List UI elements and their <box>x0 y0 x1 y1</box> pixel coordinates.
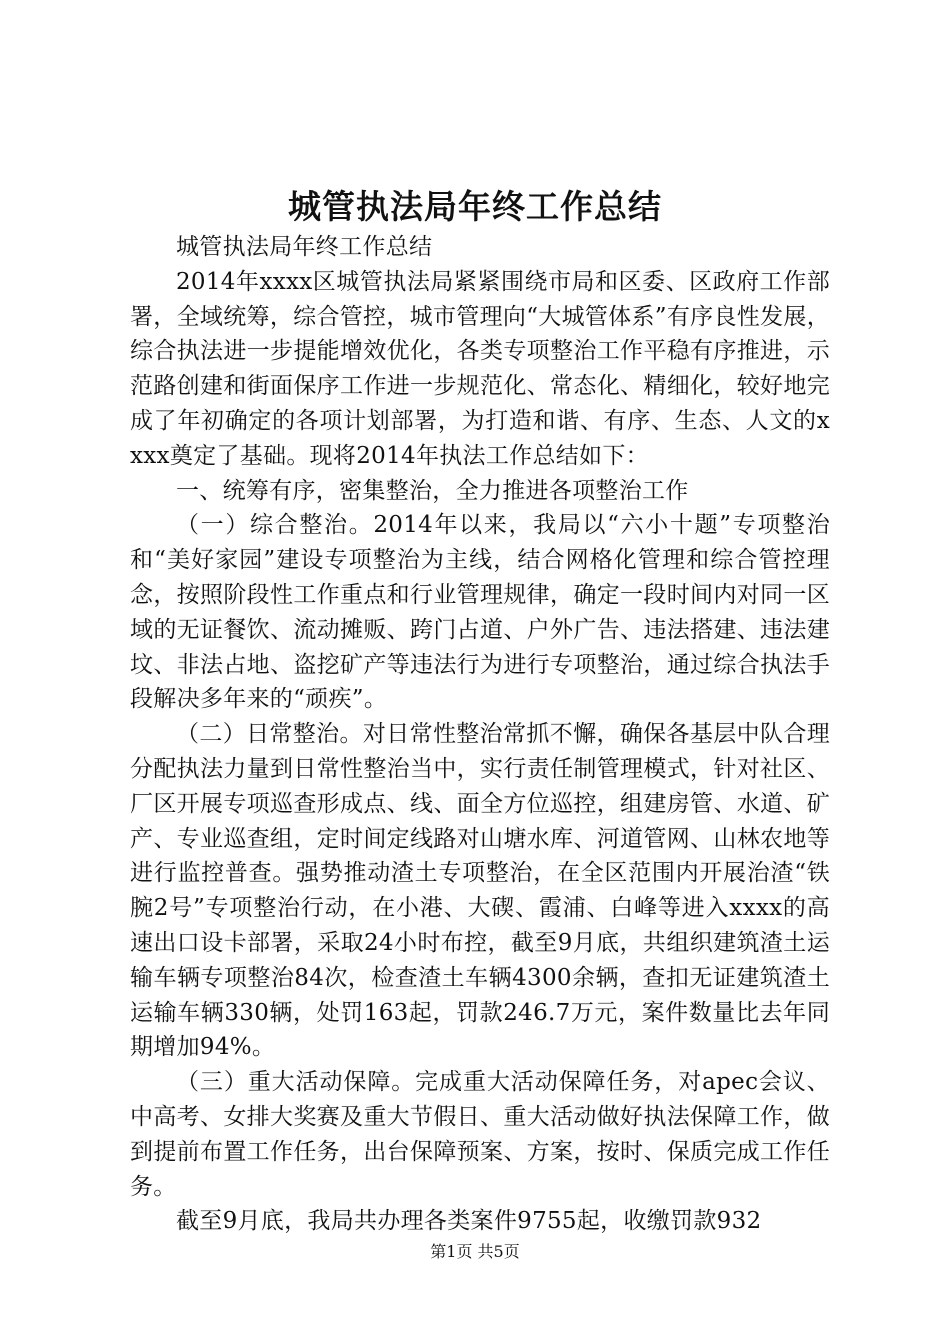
paragraph-case-statistics: 截至9月底，我局共办理各类案件9755起，收缴罚款932 <box>176 1208 762 1235</box>
document-title: 城管执法局年终工作总结 <box>288 187 662 226</box>
paragraph-major-events: （三）重大活动保障。完成重大活动保障任务，对apec会议、中高考、女排大奖赛及重大节假日、重大活动做好执法保障工作，做到提前布置工作任务，出台保障预案、方案，按时、保质完成工作任务。 <box>130 1069 830 1200</box>
paragraph-comprehensive-rectification: （一）综合整治。2014年以来，我局以“六小十题”专项整治和“美好家园”建设专项整治为主线，结合网格化管理和综合管控理念，按照阶段性工作重点和行业管理规律，确定一段时间内对同一区域的无证餐饮、流动摊贩、跨门占道、户外广告、违法搭建、违法建坟、非法占地、盗挖矿产等违法行为进行专项整治，通过综合执法手段解决多年来的“顽疾”。 <box>130 512 830 713</box>
document-body <box>130 230 830 1239</box>
paragraph-heading-repeat: 城管执法局年终工作总结 <box>176 234 433 260</box>
section-heading-1: 一、统筹有序，密集整治，全力推进各项整治工作 <box>176 477 689 504</box>
paragraph-intro: 2014年xxxx区城管执法局紧紧围绕市局和区委、区政府工作部署，全域统筹，综合管控，城市管理向“大城管体系”有序良性发展，综合执法进一步提能增效优化，各类专项整治工作平稳有序推进，示范路创建和街面保序工作进一步规范化、常态化、精细化，较好地完成了年初确定的各项计划部署，为打造和谐、有序、生态、人文的xxxx奠定了基础。现将2014年执法工作总结如下： <box>130 268 830 469</box>
paragraph-daily-rectification: （二）日常整治。对日常性整治常抓不懈，确保各基层中队合理分配执法力量到日常性整治当中，实行责任制管理模式，针对社区、厂区开展专项巡查形成点、线、面全方位巡控，组建房管、水道、矿产、专业巡查组，定时间定线路对山塘水库、河道管网、山林农地等进行监控普查。强势推动渣土专项整治，在全区范围内开展治渣“铁腕2号”专项整治行动，在小港、大碶、霞浦、白峰等进入xxxx的高速出口设卡部署，采取24小时布控，截至9月底，共组织建筑渣土运输车辆专项整治84次，检查渣土车辆4300余辆，查扣无证建筑渣土运输车辆330辆，处罚163起，罚款246.7万元，案件数量比去年同期增加94%。 <box>130 721 830 1061</box>
page-footer: 第1页 共5页 <box>430 1242 520 1261</box>
